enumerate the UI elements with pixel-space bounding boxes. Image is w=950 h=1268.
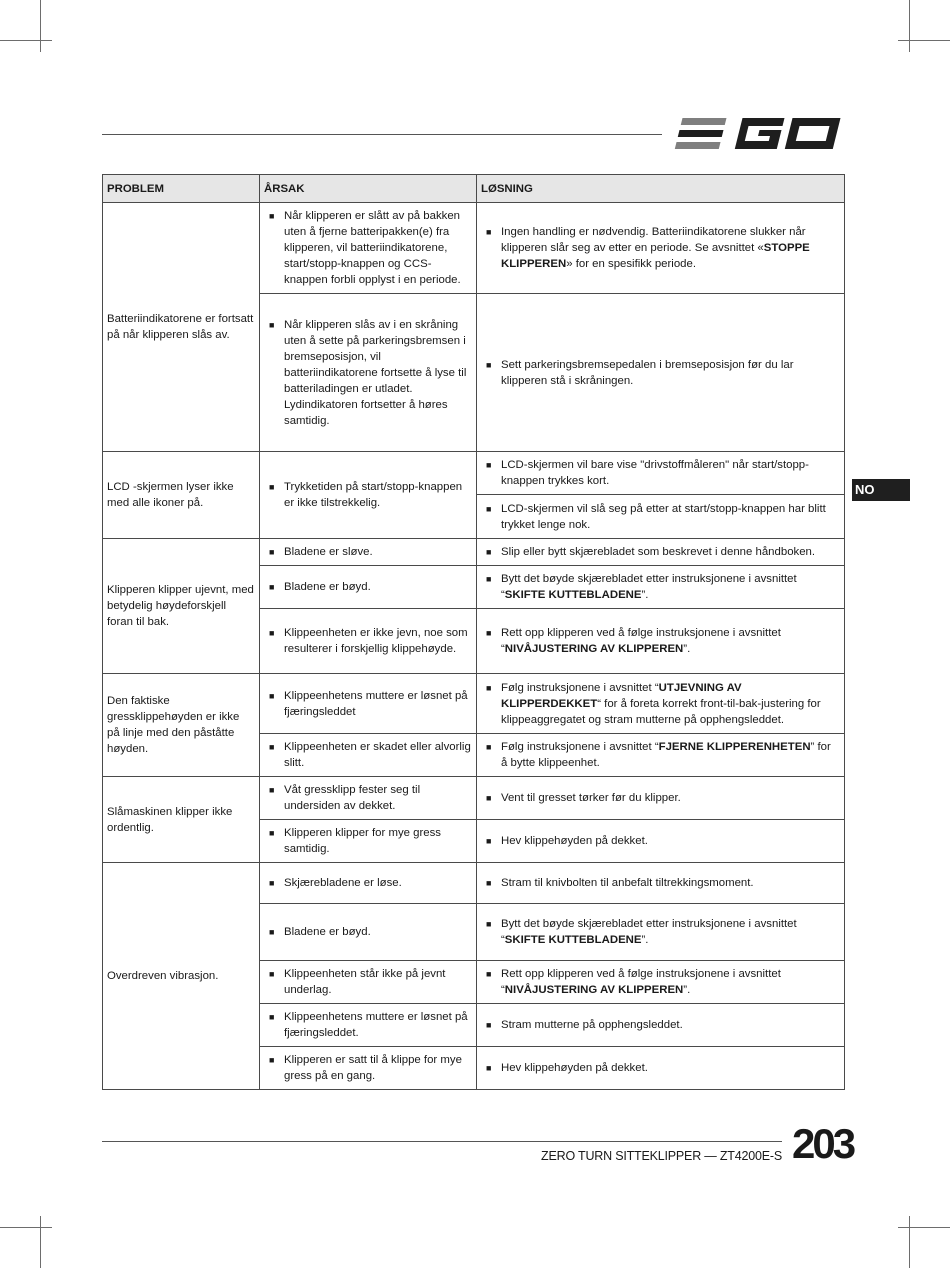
bullet-text: Klippeenhetens muttere er løsnet på fjæringsleddet. <box>284 1011 468 1039</box>
bullet-trailing-text: ”. <box>683 984 691 996</box>
solution-cell <box>477 1047 845 1090</box>
bullet-square-icon: ■ <box>486 547 492 557</box>
logo-letter-o <box>785 118 841 149</box>
solution-cell <box>477 495 845 539</box>
header-solution: LØSNING <box>477 175 845 203</box>
bullet-square-icon: ■ <box>269 319 275 330</box>
bullet-item <box>264 782 472 814</box>
logo-bar-3 <box>675 142 721 149</box>
footer-rule <box>102 1141 782 1142</box>
table-row <box>103 203 845 294</box>
bullet-item <box>481 1017 840 1033</box>
language-tab: NO <box>852 479 910 501</box>
cause-cell <box>260 609 477 674</box>
bullet-item <box>481 833 840 849</box>
cause-cell <box>260 294 477 452</box>
bullet-text: Bladene er bøyd. <box>284 926 371 938</box>
solution-cell <box>477 203 845 294</box>
bullet-bold-text: SKIFTE KUTTEBLADENE <box>504 589 642 601</box>
bullet-text: Vent til gresset tørker før du klipper. <box>501 792 681 804</box>
bullet-text: Rett opp klipperen ved å følge instruksjonene i avsnittet “ <box>501 627 781 655</box>
cause-cell <box>260 539 477 566</box>
bullet-square-icon: ■ <box>269 1012 275 1022</box>
bullet-bold-text: SKIFTE KUTTEBLADENE <box>504 934 642 946</box>
bullet-bold-text: NIVÅJUSTERING AV KLIPPEREN <box>504 984 684 996</box>
bullet-text: Ingen handling er nødvendig. Batteriindikatorene slukker når klipperen slår seg av etter en periode. Se avsnittet « <box>501 226 806 254</box>
problem-cell: Klipperen klipper ujevnt, med betydelig høydeforskjell foran til bak. <box>103 539 260 674</box>
cause-cell <box>260 452 477 539</box>
header-problem: PROBLEM <box>103 175 260 203</box>
bullet-square-icon: ■ <box>269 547 275 557</box>
solution-cell <box>477 294 845 452</box>
bullet-item <box>264 924 472 940</box>
bullet-square-icon: ■ <box>269 969 275 979</box>
bullet-item <box>264 625 472 657</box>
bullet-square-icon: ■ <box>269 211 275 221</box>
bullet-item <box>481 680 840 728</box>
bullet-trailing-text: » for en spesifikk periode. <box>566 258 696 270</box>
bullet-square-icon: ■ <box>486 919 492 929</box>
table-row <box>103 777 845 820</box>
bullet-text: Klippeenheten er skadet eller alvorlig slitt. <box>284 741 471 769</box>
bullet-item <box>481 571 840 603</box>
problem-cell: Batteriindikatorene er fortsatt på når klipperen slås av. <box>103 203 260 452</box>
cause-cell <box>260 904 477 961</box>
cause-cell <box>260 820 477 863</box>
cause-cell <box>260 734 477 777</box>
solution-cell <box>477 452 845 495</box>
solution-cell <box>477 1004 845 1047</box>
bullet-square-icon: ■ <box>269 482 275 492</box>
solution-cell <box>477 820 845 863</box>
bullet-item <box>264 875 472 891</box>
bullet-square-icon: ■ <box>486 742 492 752</box>
bullet-item <box>481 916 840 948</box>
bullet-square-icon: ■ <box>486 682 492 693</box>
solution-cell <box>477 674 845 734</box>
bullet-item <box>481 875 840 891</box>
bullet-text: Når klipperen er slått av på bakken uten å fjerne batteripakken(e) fra klipperen, vil batteriindikatorene, start/stopp-knappen og CCS-knappen forbli opplyst i en periode. <box>284 210 461 286</box>
solution-cell <box>477 734 845 777</box>
logo-letter-g <box>735 118 785 149</box>
bullet-square-icon: ■ <box>269 785 275 795</box>
cause-cell <box>260 203 477 294</box>
bullet-trailing-text: ” for å bytte klippeenhet. <box>501 741 831 769</box>
bullet-text: Rett opp klipperen ved å følge instruksjonene i avsnittet “ <box>501 968 781 996</box>
bullet-square-icon: ■ <box>486 836 492 846</box>
bullet-square-icon: ■ <box>269 927 275 937</box>
bullet-text: LCD-skjermen vil bare vise "drivstoffmåleren" når start/stopp-knappen trykkes kort. <box>501 459 809 487</box>
bullet-item <box>264 688 472 720</box>
problem-cell: Den faktiske gressklippehøyden er ikke på linje med den påståtte høyden. <box>103 674 260 777</box>
solution-cell <box>477 863 845 904</box>
bullet-item <box>481 790 840 806</box>
bullet-item <box>481 501 840 533</box>
bullet-item <box>264 479 472 511</box>
bullet-square-icon: ■ <box>269 828 275 838</box>
bullet-text: Skjærebladene er løse. <box>284 877 402 889</box>
bullet-square-icon: ■ <box>486 460 492 470</box>
bullet-bold-text: UTJEVNING AV KLIPPERDEKKET <box>501 681 742 710</box>
bullet-square-icon: ■ <box>486 793 492 803</box>
bullet-text: Klippeenheten er ikke jevn, noe som resulterer i forskjellig klippehøyde. <box>284 627 468 655</box>
ego-logo <box>672 112 844 154</box>
bullet-trailing-text: ”. <box>641 934 649 946</box>
bullet-text: Trykketiden på start/stopp-knappen er ikke tilstrekkelig. <box>284 481 463 509</box>
cause-cell <box>260 777 477 820</box>
bullet-trailing-text: “ for å foreta korrekt front-til-bak-justering for klippeaggregatet og stram mutterne på opphengsleddet. <box>501 697 821 726</box>
bullet-square-icon: ■ <box>486 227 492 237</box>
bullet-text: Klippeenhetens muttere er løsnet på fjæringsleddet <box>284 689 468 718</box>
cause-cell <box>260 1004 477 1047</box>
bullet-square-icon: ■ <box>486 628 492 638</box>
bullet-item <box>481 625 840 657</box>
bullet-text: Slip eller bytt skjærebladet som beskrevet i denne håndboken. <box>501 546 816 558</box>
bullet-bold-text: FJERNE KLIPPERENHETEN <box>658 741 811 753</box>
bullet-square-icon: ■ <box>269 1055 275 1065</box>
bullet-text: Følg instruksjonene i avsnittet “ <box>501 741 659 753</box>
bullet-item <box>481 966 840 998</box>
bullet-text: Hev klippehøyden på dekket. <box>501 835 648 847</box>
bullet-item <box>481 1060 840 1076</box>
problem-cell: LCD -skjermen lyser ikke med alle ikoner på. <box>103 452 260 539</box>
solution-cell <box>477 566 845 609</box>
bullet-item <box>264 966 472 998</box>
bullet-text: Stram til knivbolten til anbefalt tiltrekkingsmoment. <box>501 877 754 889</box>
page-number: 203 <box>792 1120 854 1167</box>
table-row <box>103 674 845 734</box>
bullet-text: Våt gressklipp fester seg til undersiden av dekket. <box>284 784 421 812</box>
logo-bar-2 <box>678 130 724 137</box>
table-row <box>103 863 845 904</box>
bullet-text: LCD-skjermen vil slå seg på etter at start/stopp-knappen har blitt trykket lenge nok. <box>501 502 826 531</box>
bullet-square-icon: ■ <box>269 582 275 592</box>
bullet-item <box>481 457 840 489</box>
bullet-item <box>264 1009 472 1041</box>
bullet-square-icon: ■ <box>486 1063 492 1073</box>
solution-cell <box>477 539 845 566</box>
bullet-item <box>481 357 840 389</box>
bullet-item <box>481 224 840 272</box>
bullet-square-icon: ■ <box>269 690 275 701</box>
footer-title: ZERO TURN SITTEKLIPPER — ZT4200E-S <box>541 1149 782 1163</box>
bullet-item <box>481 739 840 771</box>
solution-cell <box>477 609 845 674</box>
bullet-bold-text: STOPPE KLIPPEREN <box>501 242 810 270</box>
bullet-item <box>264 1052 472 1084</box>
header-cause: ÅRSAK <box>260 175 477 203</box>
bullet-item <box>481 544 840 560</box>
bullet-text: Klipperen klipper for mye gress samtidig. <box>284 827 442 855</box>
troubleshooting-table <box>102 174 845 1090</box>
logo-bar-1 <box>681 118 727 125</box>
bullet-text: Sett parkeringsbremsepedalen i bremseposisjon før du lar klipperen stå i skråningen. <box>501 358 794 387</box>
bullet-item <box>264 544 472 560</box>
bullet-text: Når klipperen slås av i en skråning uten å sette på parkeringsbremsen i bremseposisjon, vil batteriindikatorene fortsette å lyse til batteriladingen er utladet. Lydindikatoren fortsetter å høres samtidig. <box>284 318 467 427</box>
solution-cell <box>477 777 845 820</box>
bullet-square-icon: ■ <box>486 574 492 584</box>
cause-cell <box>260 566 477 609</box>
bullet-trailing-text: ”. <box>641 589 649 601</box>
bullet-text: Følg instruksjonene i avsnittet “ <box>501 681 659 694</box>
bullet-text: Stram mutterne på opphengsleddet. <box>501 1019 683 1031</box>
bullet-item <box>264 739 472 771</box>
bullet-item <box>264 825 472 857</box>
bullet-text: Klippeenheten står ikke på jevnt underlag. <box>284 968 446 996</box>
bullet-bold-text: NIVÅJUSTERING AV KLIPPEREN <box>504 643 684 655</box>
table-body <box>103 203 845 1090</box>
bullet-text: Bytt det bøyde skjærebladet etter instruksjonene i avsnittet “ <box>501 918 797 946</box>
bullet-item <box>264 317 472 429</box>
bullet-trailing-text: ”. <box>683 643 691 655</box>
header-rule <box>102 134 662 135</box>
bullet-text: Bladene er sløve. <box>284 546 373 558</box>
bullet-text: Bytt det bøyde skjærebladet etter instruksjonene i avsnittet “ <box>501 573 797 601</box>
bullet-square-icon: ■ <box>269 628 275 638</box>
bullet-square-icon: ■ <box>486 969 492 979</box>
cause-cell <box>260 1047 477 1090</box>
bullet-square-icon: ■ <box>486 878 492 888</box>
table-row <box>103 539 845 566</box>
bullet-text: Hev klippehøyden på dekket. <box>501 1062 648 1074</box>
problem-cell: Overdreven vibrasjon. <box>103 863 260 1090</box>
bullet-square-icon: ■ <box>269 742 275 752</box>
bullet-square-icon: ■ <box>486 1020 492 1030</box>
cause-cell <box>260 863 477 904</box>
bullet-text: Bladene er bøyd. <box>284 581 371 593</box>
cause-cell <box>260 674 477 734</box>
cause-cell <box>260 961 477 1004</box>
solution-cell <box>477 961 845 1004</box>
table-row <box>103 452 845 495</box>
table-header-row <box>103 175 845 203</box>
bullet-square-icon: ■ <box>486 359 492 370</box>
problem-cell: Slåmaskinen klipper ikke ordentlig. <box>103 777 260 863</box>
bullet-square-icon: ■ <box>486 503 492 514</box>
solution-cell <box>477 904 845 961</box>
bullet-item <box>264 208 472 288</box>
bullet-square-icon: ■ <box>269 878 275 888</box>
bullet-item <box>264 579 472 595</box>
bullet-text: Klipperen er satt til å klippe for mye gress på en gang. <box>284 1054 462 1082</box>
